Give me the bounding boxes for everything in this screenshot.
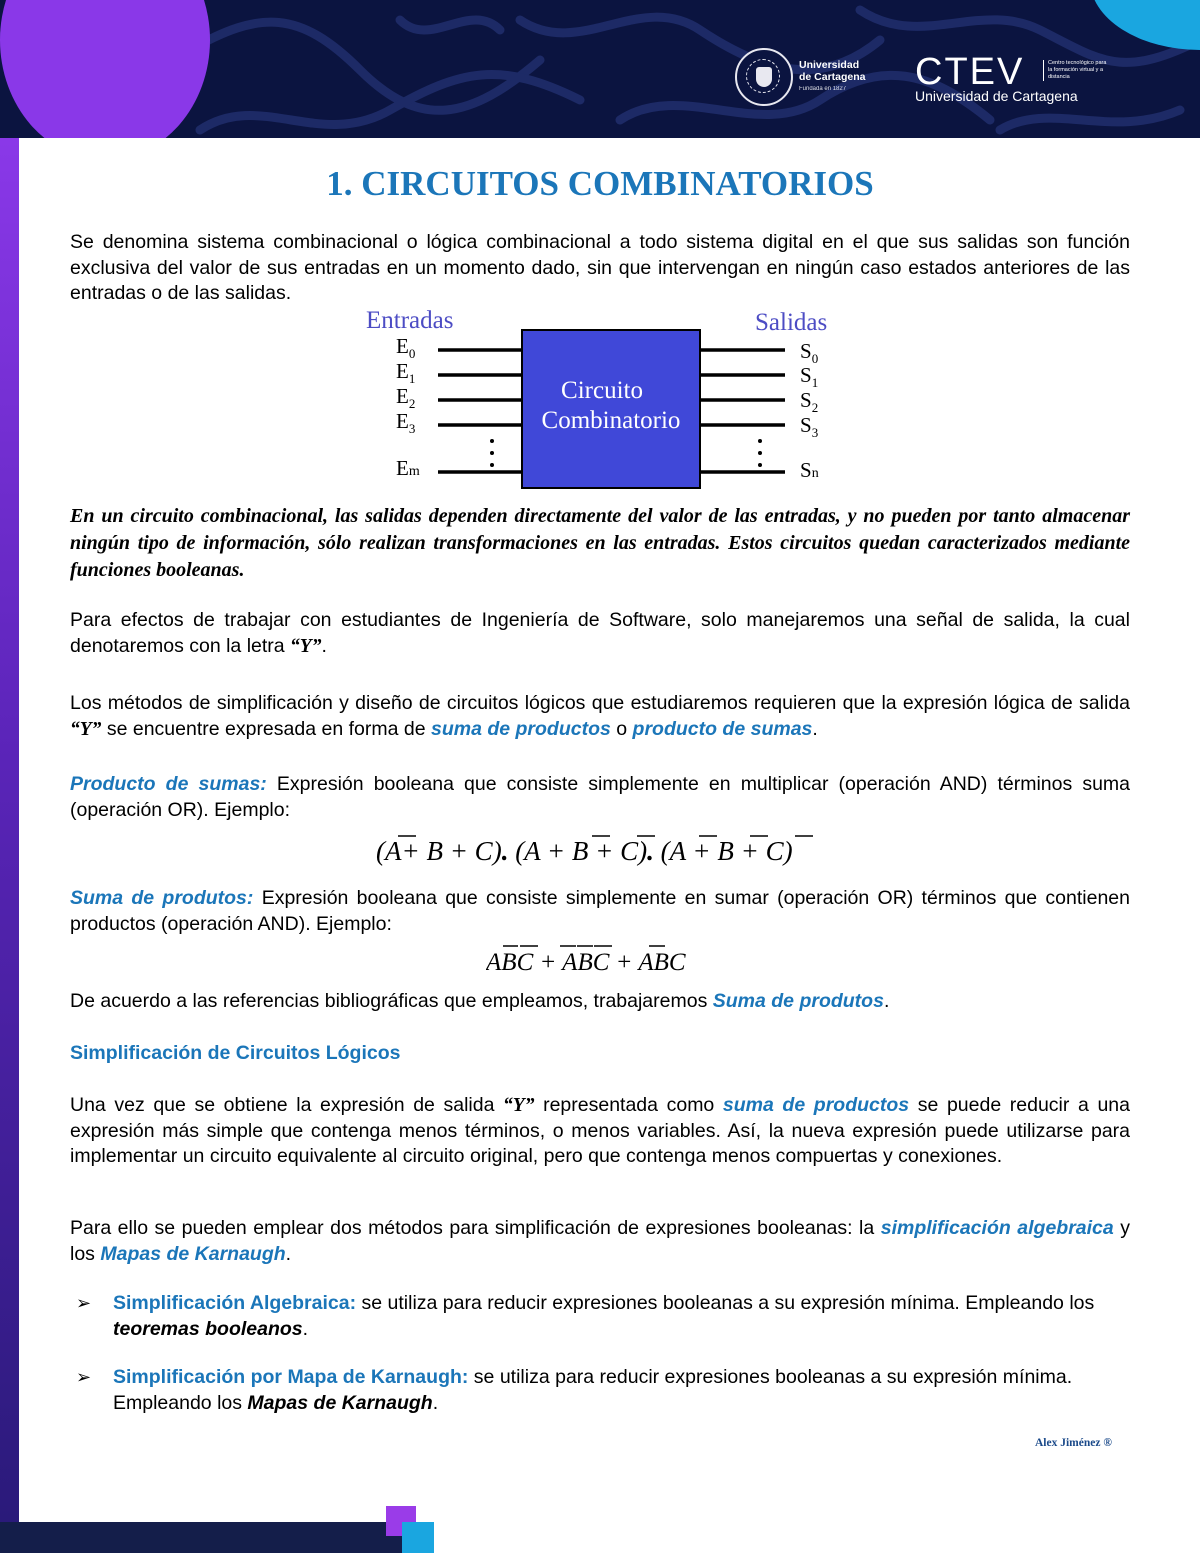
once-text: Una vez que se obtiene la expresión de salida — [70, 1094, 504, 1116]
methods-paragraph — [70, 691, 1130, 742]
output-label-s1: $S_1$ — [800, 363, 819, 390]
refs-text: De acuerdo a las referencias bibliográficas que empleamos, trabajaremos — [70, 990, 713, 1012]
intro-paragraph: Se denomina sistema combinacional o lógica combinacional a todo sistema digital en el que sus salidas son función exclusiva del valor de sus entradas en un momento dado, sin que intervengan en ningún caso estados anteriores de las entradas o de las salidas. — [70, 231, 1130, 304]
input-label-e2: $E_2$ — [396, 384, 416, 411]
ctev-logo — [915, 51, 1107, 104]
pos-formula — [376, 828, 826, 872]
section-heading: Simplificación de Circuitos Lógicos — [70, 1042, 401, 1064]
sop-formula — [486, 940, 716, 980]
circuit-box-line1: Circuito — [561, 377, 643, 404]
bullet-term: Simplificación por Mapa de Karnaugh: — [113, 1366, 469, 1388]
emphasis-paragraph: En un circuito combinacional, las salidas dependen directamente del valor de las entradas, y no pueden por tanto almacenar ningún tipo de información, sólo realizan transformaciones en las entradas. Estos circuitos quedan caracterizados mediante funciones booleanas. — [70, 505, 1130, 581]
pos-term: Producto de sumas: — [70, 773, 267, 795]
term-simplificacion-algebraica: simplificación algebraica — [880, 1217, 1114, 1239]
bottom-accent-bar — [0, 1522, 402, 1553]
methods2-paragraph — [70, 1216, 1130, 1267]
bullet-emphasis: teoremas booleanos — [113, 1318, 303, 1340]
y-symbol: “Y” — [70, 718, 102, 740]
bullet-end: . — [432, 1392, 439, 1414]
author-footer: Alex Jiménez ® — [1035, 1437, 1112, 1449]
bullet-end: . — [302, 1318, 309, 1340]
arrow-bullet-icon: ➢ — [76, 1367, 92, 1387]
methods-end: . — [812, 717, 818, 740]
software-end: . — [321, 634, 327, 657]
once-after: se puede reducir a una expresión más simple que contenga menos términos, o menos variables. Así, la nueva expresión puede utilizarse para implementar un circuito equivalente al circuito original, pero que contenga menos compuertas y conexiones. — [70, 1094, 1130, 1167]
bullet-text: se utiliza para reducir expresiones booleanas a su expresión mínima. Empleando los — [113, 1366, 1073, 1414]
pos-paragraph — [70, 772, 1130, 823]
left-accent-bar — [0, 138, 19, 1522]
output-label-s2: $S_2$ — [800, 388, 819, 415]
header-banner — [0, 0, 1200, 138]
bullet-term: Simplificación Algebraica: — [113, 1292, 357, 1314]
term-mapas-de-karnaugh: Mapas de Karnaugh — [100, 1242, 286, 1265]
input-label-em: Em — [396, 456, 420, 480]
software-paragraph — [70, 608, 1130, 659]
page-title: 1. CIRCUITOS COMBINATORIOS — [326, 164, 874, 203]
term-suma-de-produtos: Suma de produtos — [712, 990, 884, 1012]
simplification-paragraph — [70, 1093, 1130, 1170]
bullet-item — [70, 1290, 1130, 1342]
pos-text: Expresión booleana que consiste simplemente en multiplicar (operación AND) términos suma (operación OR). Ejemplo: — [70, 773, 1130, 821]
arrow-bullet-icon: ➢ — [76, 1293, 92, 1313]
university-name-line2: de Cartagena — [799, 71, 866, 83]
university-name-line1: Universidad — [799, 59, 860, 71]
methods-text: Los métodos de simplificación y diseño de circuitos lógicos que estudiaremos requieren que la expresión lógica de salida — [70, 692, 1130, 714]
output-label-sn: Sn — [800, 458, 819, 482]
inputs-label: Entradas — [366, 307, 454, 334]
circuit-box-line2: Combinatorio — [541, 407, 681, 434]
methods-middle: se encuentre expresada en forma de — [101, 717, 431, 740]
cyan-blob — [1090, 0, 1200, 50]
term-producto-de-sumas: producto de sumas — [632, 717, 813, 740]
ctev-subtitle: Universidad de Cartagena — [915, 88, 1078, 104]
methods2-text: Para ello se pueden emplear dos métodos para simplificación de expresiones booleanas: la — [70, 1217, 881, 1239]
references-paragraph — [70, 989, 1130, 1015]
ctev-tagline: Centro tecnológico para la formación virtual y a distancia — [1043, 60, 1108, 81]
bullet-item — [70, 1364, 1130, 1416]
university-founded: Fundada en 1827 — [799, 86, 847, 92]
input-label-e0: $E_0$ — [396, 334, 416, 361]
bullet-emphasis: Mapas de Karnaugh — [247, 1392, 433, 1414]
input-label-e3: $E_3$ — [396, 409, 416, 436]
input-label-e1: $E_1$ — [396, 359, 416, 386]
sop-term: Suma de produtos: — [70, 887, 254, 909]
methods2-end: . — [285, 1242, 292, 1265]
refs-end: . — [883, 990, 890, 1012]
ctev-acronym: CTEV — [915, 51, 1025, 93]
once-middle: representada como — [534, 1094, 723, 1116]
output-label-s3: $S_3$ — [800, 413, 819, 440]
university-logo — [735, 48, 866, 106]
methods2-middle: y los — [70, 1217, 1130, 1265]
combinational-circuit-diagram — [360, 300, 850, 490]
term-suma-de-productos: suma de productos — [722, 1094, 910, 1116]
sop-text: Expresión booleana que consiste simplemente en sumar (operación OR) términos que contienen productos (operación AND). Ejemplo: — [70, 887, 1130, 935]
purple-blob — [0, 0, 210, 138]
svg-text:(A+ B + C). (A + B + C). (A +: (A+ B + C). (A + B + C). (A + B + C) — [376, 836, 793, 866]
sop-paragraph — [70, 886, 1130, 937]
university-seal-icon — [735, 48, 793, 106]
methods-or: o — [610, 717, 633, 740]
software-text: Para efectos de trabajar con estudiantes de Ingeniería de Software, solo manejaremos una señal de salida, la cual denotaremos con la letra — [70, 609, 1130, 657]
output-label-s0: $S_0$ — [800, 339, 819, 366]
term-suma-de-productos: suma de productos — [430, 717, 611, 740]
blue-square-decoration — [402, 1522, 434, 1553]
y-symbol: “Y” — [290, 635, 322, 657]
svg-text:ABC + ABC + ABC: ABC + ABC + ABC — [486, 949, 686, 976]
bullet-text: se utiliza para reducir expresiones booleanas a su expresión mínima. Empleando los — [356, 1292, 1095, 1314]
y-symbol: “Y” — [503, 1095, 535, 1116]
outputs-label: Salidas — [755, 309, 828, 336]
